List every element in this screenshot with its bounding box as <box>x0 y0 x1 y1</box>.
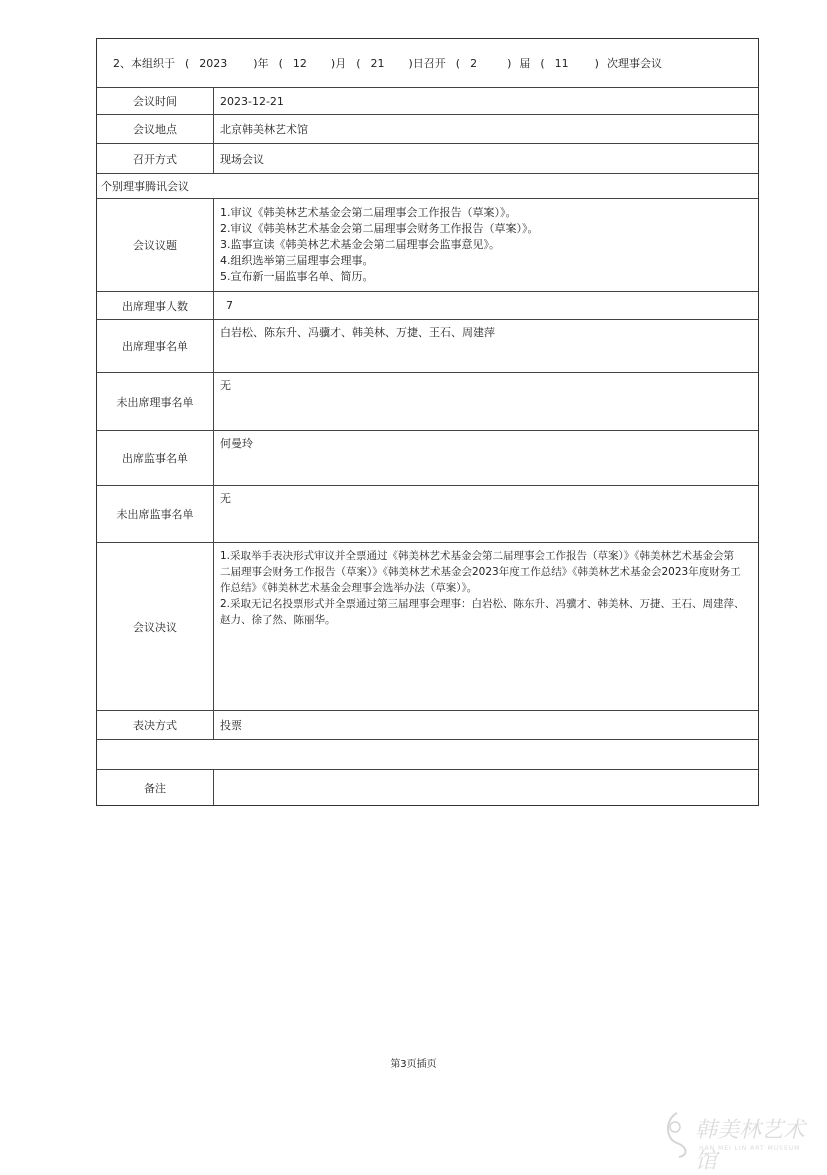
agenda-item: 4.组织选举第三届理事会理事。 <box>220 254 374 267</box>
vote-value: 投票 <box>220 719 242 732</box>
agenda-item: 2.审议《韩美林艺术基金会第二届理事会财务工作报告（草案）》。 <box>220 222 539 235</box>
page-number: 第3页插页 <box>390 1059 437 1070</box>
session-unit: 次理事会议 <box>606 57 662 70</box>
session-close-paren: ) <box>594 56 599 70</box>
place-row <box>97 114 758 143</box>
meeting-record-table <box>96 38 759 806</box>
blank-cell <box>97 740 758 769</box>
month-unit: 月 <box>335 57 347 70</box>
time-label: 会议时间 <box>97 88 214 114</box>
header-session: 11 <box>554 56 569 70</box>
resolution-line: 赵力、徐了然、陈丽华。 <box>220 614 336 626</box>
supervisor-absent-value: 无 <box>220 492 231 505</box>
place-label: 会议地点 <box>97 115 214 143</box>
header-year: 2023 <box>199 56 228 70</box>
method-label: 召开方式 <box>97 144 214 173</box>
supervisor-attend-value: 何曼玲 <box>220 437 253 450</box>
resolution-line: 二届理事会财务工作报告（草案）》《韩美林艺术基金会2023年度工作总结》《韩美林艺术基金会2023年度财务工 <box>220 566 741 578</box>
vote-row <box>97 710 758 739</box>
attend-list-label: 出席理事名单 <box>97 320 214 372</box>
supervisor-absent-row <box>97 485 758 542</box>
month-close-paren: ) <box>330 56 336 70</box>
term-open-paren: ( <box>455 56 461 70</box>
resolution-row <box>97 542 758 710</box>
attend-count-label: 出席理事人数 <box>97 292 214 319</box>
individual-telecom-row <box>97 173 758 198</box>
place-value: 北京韩美林艺术馆 <box>220 123 308 136</box>
supervisor-absent-label: 未出席监事名单 <box>97 486 214 542</box>
year-open-paren: ( <box>185 56 190 70</box>
session-open-paren: ( <box>540 56 545 70</box>
note-value <box>214 770 758 805</box>
day-open-paren: ( <box>356 56 361 70</box>
note-label: 备注 <box>97 770 214 805</box>
resolution-line: 1.采取举手表决形式审议并全票通过《韩美林艺术基金会第二届理事会工作报告（草案）》《韩美林艺术基金会第 <box>220 550 735 562</box>
watermark-swirl-icon <box>659 1109 695 1159</box>
header-term: 2 <box>470 56 478 70</box>
agenda-item: 1.审议《韩美林艺术基金会第二届理事会工作报告（草案）》。 <box>220 206 517 219</box>
absent-list-value: 无 <box>220 379 231 392</box>
watermark-sub-text: HAN MEI LIN ART MUSEUM <box>699 1145 801 1152</box>
agenda-item: 5.宣布新一届监事名单、简历。 <box>220 270 374 283</box>
time-value: 2023-12-21 <box>220 94 284 108</box>
blank-row <box>97 739 758 769</box>
supervisor-attend-label: 出席监事名单 <box>97 431 214 485</box>
time-row <box>97 87 758 114</box>
absent-list-label: 未出席理事名单 <box>97 373 214 430</box>
agenda-list <box>214 199 758 291</box>
day-unit: 日召开 <box>412 57 446 70</box>
individual-telecom-note: 个别理事腾讯会议 <box>101 180 189 193</box>
method-value: 现场会议 <box>220 152 264 166</box>
meeting-header <box>97 39 758 87</box>
agenda-label: 会议议题 <box>97 199 214 291</box>
attend-count-value: 7 <box>226 299 233 312</box>
term-close-paren: ) <box>507 56 512 70</box>
term-unit: 届 <box>519 57 531 70</box>
agenda-item: 3.监事宣读《韩美林艺术基金会第二届理事会监事意见》。 <box>220 238 500 251</box>
day-close-paren: ) <box>408 56 413 70</box>
header-month: 12 <box>292 56 307 70</box>
note-row <box>97 769 758 805</box>
year-unit: 年 <box>257 57 269 70</box>
resolution-label: 会议决议 <box>97 543 214 710</box>
vote-label: 表决方式 <box>97 711 214 739</box>
absent-list-row <box>97 372 758 430</box>
attend-count-row <box>97 291 758 319</box>
attend-list-value: 白岩松、陈东升、冯骥才、韩美林、万捷、王石、周建萍 <box>220 326 495 339</box>
header-day: 21 <box>370 56 385 70</box>
museum-watermark-logo <box>659 1105 819 1174</box>
resolution-line: 2.采取无记名投票形式并全票通过第三届理事会理事：白岩松、陈东升、冯骥才、韩美林、万捷、王石、周建萍、 <box>220 598 745 610</box>
resolution-text <box>214 543 758 710</box>
year-close-paren: ) <box>253 56 258 70</box>
month-open-paren: ( <box>278 56 283 70</box>
method-row <box>97 143 758 173</box>
resolution-line: 作总结》《韩美林艺术基金会理事会选举办法（草案）》。 <box>220 582 478 594</box>
supervisor-attend-row <box>97 430 758 485</box>
watermark-logo-text: 韩美林艺术馆 <box>695 1118 806 1174</box>
agenda-row <box>97 198 758 291</box>
meeting-header-row <box>97 39 758 87</box>
header-prefix: 2、本组织于 <box>113 57 175 70</box>
attend-list-row <box>97 319 758 372</box>
